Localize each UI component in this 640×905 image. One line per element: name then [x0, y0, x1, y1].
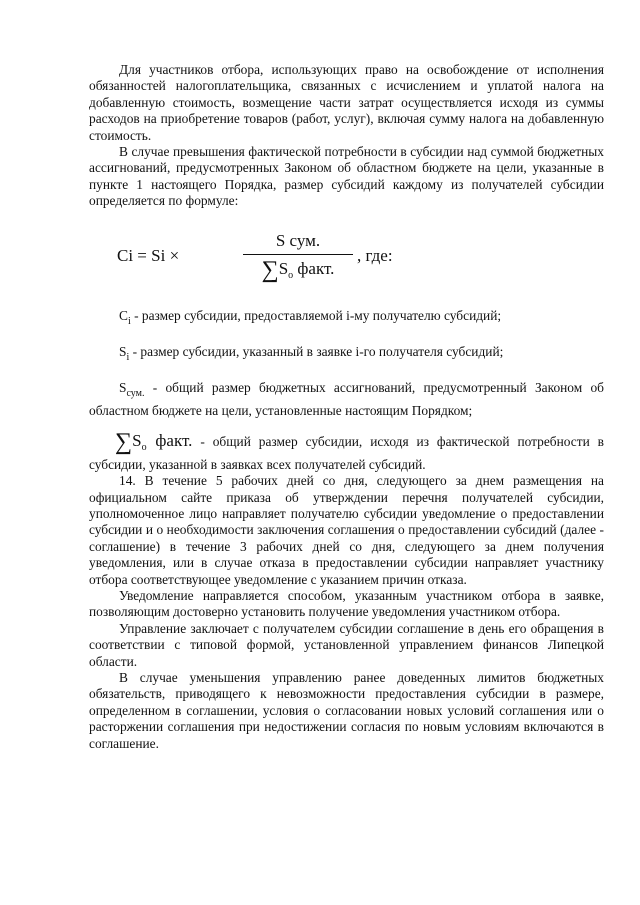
subsidy-formula	[89, 226, 604, 288]
paragraph-14-notification: 14. В течение 5 рабочих дней со дня, следующего за днем размещения на официальном сайте приказа об утверждении перечня получателей субсидии, уполномоченное лицо направляет получателю субсидии уведомление о предоставлении субсидии и о необходимости заключения соглашения о предоставлении субсидий (далее - соглашение) в течение 3 рабочих дней со дня, следующего за днем получения уведомления, или в случае отказа в предоставлении субсидии направляет участнику отбора соответствующее уведомление с указанием причин отказа.	[89, 473, 604, 587]
definition-sum-fact	[89, 429, 604, 473]
sum-sub: o	[141, 442, 147, 454]
sum-s: S	[132, 431, 142, 451]
sigma-symbol: ∑	[115, 429, 133, 456]
definition-ssum	[89, 380, 604, 419]
formula-tail: , где:	[357, 245, 393, 265]
def-text: - размер субсидии, указанный в заявке i-го получателя субсидий;	[129, 344, 504, 360]
def-sub: i	[126, 352, 130, 364]
paragraph-agreement: Управление заключает с получателем субсидии соглашение в день его обращения в соответствии с типовой формой, установленной управлением финансов Липецкой области.	[89, 620, 604, 669]
denominator-sub: o	[288, 269, 294, 281]
sum-tail: факт.	[146, 431, 193, 451]
def-text: - общий размер бюджетных ассигнований, предусмотренный Законом об областном бюджете на цели, установленные настоящим Порядком;	[89, 380, 604, 418]
formula-numerator: S сум.	[275, 230, 321, 250]
paragraph-limits-reduction: В случае уменьшения управлению ранее доведенных лимитов бюджетных обязательств, приводящего к невозможности предоставления субсидии в размере, определенном в соглашении, условия о согласовании новых условий соглашения или о расторжении соглашения при недостижении согласия по новым условиям включаются в соглашение.	[89, 669, 604, 751]
sigma-symbol: ∑	[261, 256, 279, 283]
document-page	[89, 62, 604, 752]
paragraph-notification-method: Уведомление направляется способом, указанным участником отбора в заявке, позволяющим достоверно установить получение уведомления участником отбора.	[89, 587, 604, 620]
def-text: - общий размер субсидии, исходя из фактической потребности в субсидии, указанной в заявках всех получателей субсидий.	[89, 434, 604, 472]
paragraph-excess-demand: В случае превышения фактической потребности в субсидии над суммой бюджетных ассигнований, предусмотренных Законом об областном бюджете на цели, указанные в пункте 1 настоящего Порядка, размер субсидий каждому из получателей субсидии определяется по формуле:	[89, 144, 604, 209]
sum-symbol	[115, 429, 193, 456]
definition-si	[89, 344, 604, 366]
def-sub: i	[127, 315, 131, 327]
formula-lhs: Ci = Si ×	[117, 245, 180, 265]
denominator-s: S	[278, 258, 289, 278]
formula-denominator	[243, 257, 353, 288]
paragraph-vat-exemption: Для участников отбора, использующих право на освобождение от исполнения обязанностей налогоплательщика, связанных с исчислением и уплатой налога на добавленную стоимость, возмещение части затрат осуществляется исходя из суммы расходов на приобретение товаров (работ, услуг), включая сумму налога на добавленную стоимость.	[89, 62, 604, 143]
def-text: - размер субсидии, предоставляемой i-му получателю субсидий;	[130, 307, 502, 323]
definition-ci	[89, 308, 604, 330]
fraction-bar	[243, 254, 353, 255]
denominator-tail: факт.	[293, 258, 335, 278]
def-symbol: S	[119, 344, 127, 360]
formula-fraction	[243, 230, 353, 288]
def-sub: сум.	[126, 388, 145, 400]
def-symbol: C	[119, 307, 128, 323]
def-symbol: S	[119, 380, 127, 396]
